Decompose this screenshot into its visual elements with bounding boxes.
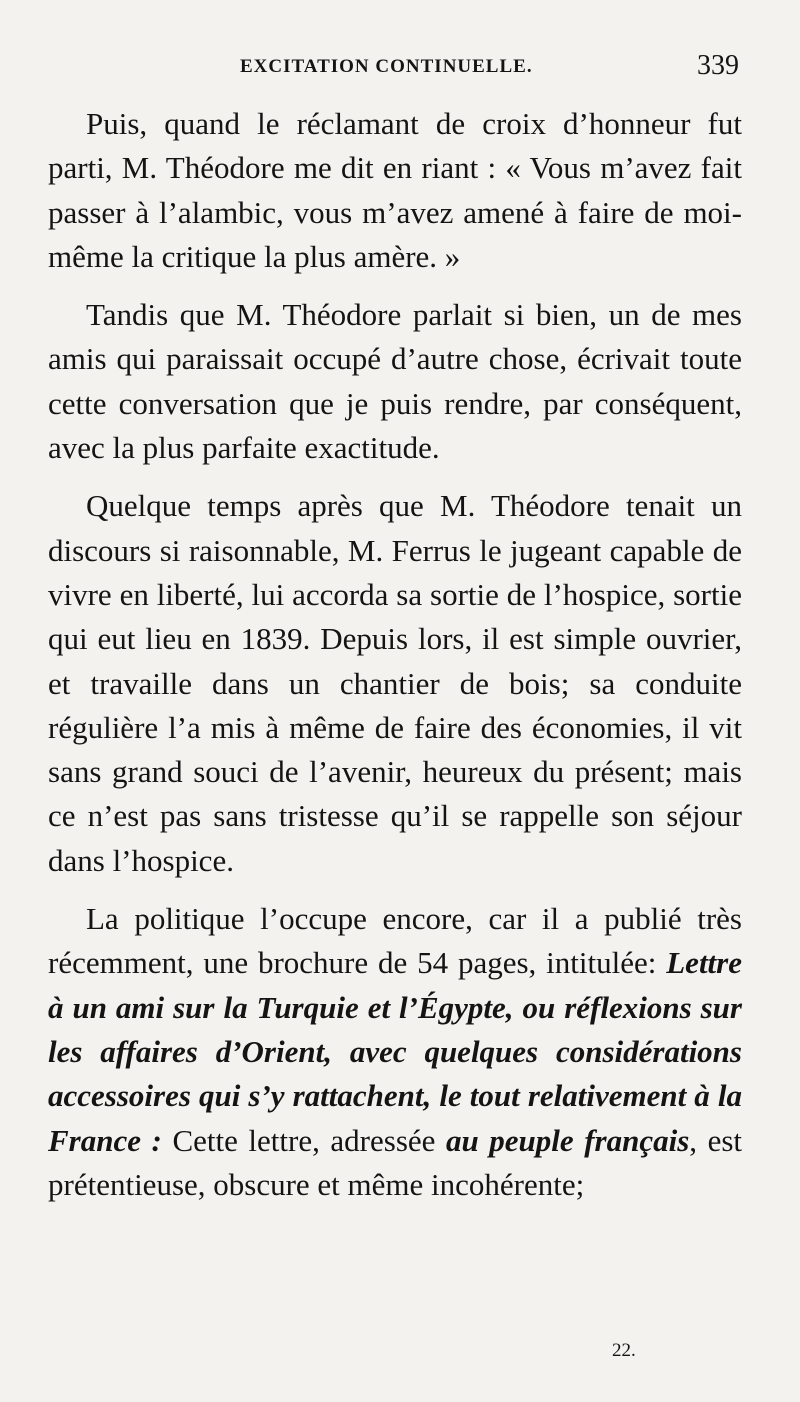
paragraph-text: Puis, quand le réclamant de croix d’honneur fut parti, M. Théodore me dit en riant : « Vous m’avez fait passer à l’alambic, vous m’avez amené à faire de moi-même la critique la plus amère. »: [48, 106, 742, 274]
paragraph-3: [48, 484, 742, 883]
paragraph-4: [48, 897, 742, 1207]
brochure-title: Lettre à un ami sur la Turquie et l’Égypte, ou réflexions sur les affaires d’Orient, avec quelques considérations accessoires qui s’y rattachent, le tout relativement à la France :: [48, 945, 742, 1158]
page-header: [0, 50, 800, 90]
paragraph-text: La politique l’occupe encore, car il a publié très récemment, une brochure de 54 pages, intitulée:: [48, 901, 742, 981]
running-title: EXCITATION CONTINUELLE.: [240, 56, 533, 77]
italic-phrase: au peuple français: [445, 1122, 690, 1158]
paragraph-text: Quelque temps après que M. Théodore tenait un discours si raisonnable, M. Ferrus le jugeant capable de vivre en liberté, lui accorda sa sortie de l’hospice, sortie qui eut lieu en 1839. Depuis lors, il est simple ouvrier, et travaille dans un chantier de bois; sa conduite régulière l’a mis à même de faire des économies, il vit sans grand souci de l’avenir, heureux du présent; mais ce n’est pas sans tristesse qu’il se rappelle son séjour dans l’hospice.: [48, 488, 742, 878]
paragraph-2: [48, 293, 742, 470]
body-text: [48, 102, 742, 1207]
paragraph-text: , est prétentieuse, obscure et même incohérente;: [48, 1122, 743, 1202]
paragraph-text: Tandis que M. Théodore parlait si bien, un de mes amis qui paraissait occupé d’autre chose, écrivait toute cette conversation que je puis rendre, par conséquent, avec la plus parfaite exactitude.: [48, 297, 742, 466]
page-number: 339: [697, 50, 739, 81]
paragraph-1: [48, 102, 742, 279]
paragraph-text: Cette lettre, adressée: [161, 1122, 446, 1158]
signature-mark: 22.: [612, 1340, 636, 1361]
